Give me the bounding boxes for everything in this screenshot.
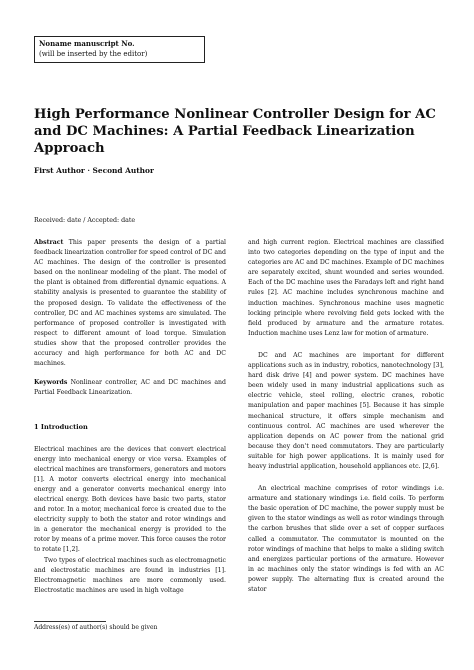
abstract (34, 238, 226, 369)
manuscript-number-box (34, 36, 205, 63)
manuscript-number: Noname manuscript No. (39, 39, 135, 48)
abstract-text: This paper presents the design of a partial feedback linearization controller for speed control of DC and AC machines. The design of the controller is presented based on the nonlinear modeling of the plant. The model of the plant is obtained from differential dynamic equations. A stability analysis is presented to guarantee the stability of the proposed design. To validate the effectiveness of the controller, DC and AC machines systems are simulated. The performance of proposed controller is investigated with respect to different amount of load torque. Simulation studies show that the proposed controller provides the accuracy and high performance for both AC and DC machines. (34, 239, 227, 368)
author-address-footnote: Address(es) of author(s) should be given (34, 624, 158, 631)
author-list: First Author · Second Author (34, 166, 154, 175)
received-date: Received: date / Accepted: date (34, 217, 136, 224)
intro-paragraph-2: Two types of electrical machines such as electromagnetic and electrostatic machines are found in industries [1]. Electromagnetic machines are more commonly used. Electrostatic machines are used in high voltage (34, 556, 226, 594)
intro-paragraph-3: DC and AC machines are important for different applications such as in industry, robotics, nanotechnology [3], hard disk drive [4] and power system. DC machines have been widely used in many industrial applications such as electric vehicle, steel rolling, electric cranes, robotic manipulation and paper machines [5]. Because it has simple mechanical structure, it offers simple mechanism and continuous control. AC machines are used wherever the application depends on AC power from the national grid because they don't need commutators. They are particularly suitable for high power applications. It is mainly used for heavy industrial application, household appliances etc. [2,6]. (248, 351, 444, 470)
keywords-label: Keywords (34, 379, 68, 387)
intro-paragraph-4: An electrical machine comprises of rotor windings i.e. armature and stationary windings i.e. field coils. To perform the basic operation of DC machine, the power supply must be given to the stator windings as well as rotor windings through the carbon brushes that slide over a set of copper surfaces called a commutator. The commutator is mounted on the rotor windings of machine that helps to make a sliding switch and energizes particular portions of the armature. However in ac machines only the stator windings is fed with an AC power supply. The alternating flux is created around the stator (248, 485, 444, 593)
abstract-label: Abstract (34, 239, 64, 246)
intro-paragraph-2-continued: and high current region. Electrical machines are classified into two categories depending on the type of input and the categories are AC and DC machines. Example of DC machines are separately excited, shunt wounded and series wounded. Each of the DC machine uses the Faradays left and right hand rules [2]. AC machine includes synchronous machine and induction machines. Synchronous machine uses magnetic locking principle where revolving field gets locked with the field produced by armature and the armature rotates. Induction machine uses Lenz law for motion of armature. (248, 239, 444, 337)
footnote-rule (34, 621, 106, 622)
section-heading-introduction: 1 Introduction (34, 423, 88, 432)
keywords (34, 378, 226, 398)
paper-title: High Performance Nonlinear Controller Design for AC and DC Machines: A Partial Feedback Linearization Approach (34, 107, 436, 156)
right-column (248, 238, 444, 595)
intro-paragraph-1: Electrical machines are the devices that convert electrical energy into mechanical energy or vice versa. Examples of electrical machines are transformers, generators and motors [1]. A motor converts electrical energy into mechanical energy and a generator converts mechanical energy into electrical energy. Both devices have basic two parts, stator and rotor. In a motor, mechanical force is created due to the electricity supply to both the stator and rotor windings and in a generator the mechanical energy is provided to the rotor by means of a prime mover. This force causes the rotor to rotate [1,2]. (34, 445, 226, 554)
left-column (34, 238, 226, 596)
keywords-text: Nonlinear controller, AC and DC machines and Partial Feedback Linearization. (34, 379, 226, 397)
editor-note: (will be inserted by the editor) (39, 50, 148, 58)
